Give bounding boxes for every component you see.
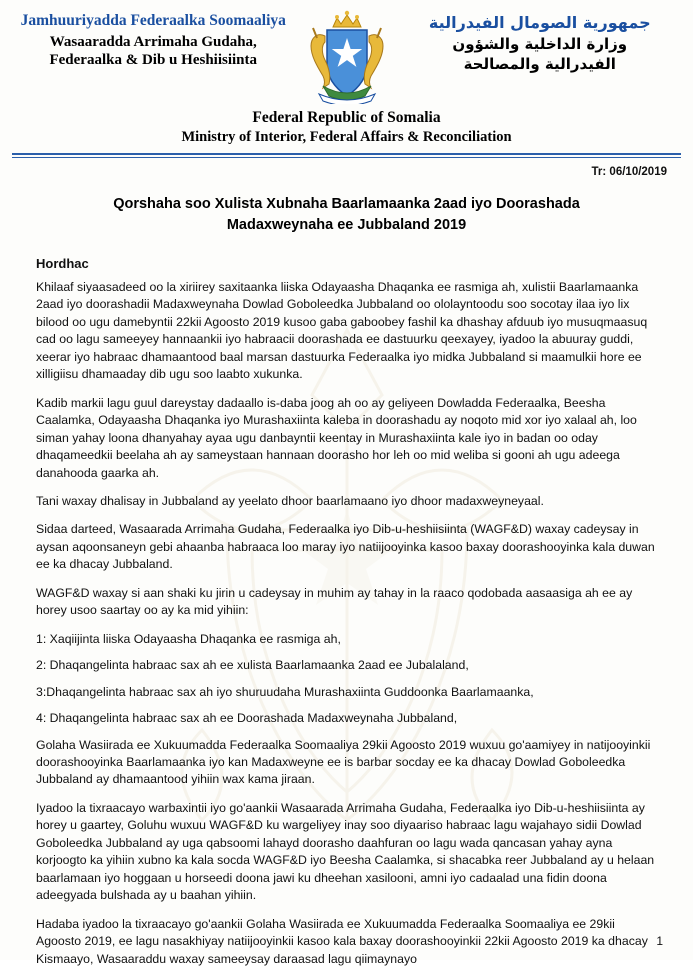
paragraph: Golaha Wasiirada ee Xukuumadda Federaalka Soomaaliya 29kii Agoosto 2019 wuxuu go'aamiyey in natijooyinkii doorashooyinka Baarlamaanka iyo kan Madaxweyne ee is barbar socday ee ka dhacay Dowlad Goboleedka Jubbaland ay dhamaantood yihiin wax kama jiraan. xyxy=(36,737,651,787)
list-item: 3:Dhaqangelinta habraac sax ah iyo shuruudaha Murashaxiinta Guddoonka Baarlamaanka, xyxy=(36,684,534,699)
arabic-ministry-line-2: الفيدرالية والمصالحة xyxy=(463,54,616,73)
emblem-container xyxy=(301,8,393,104)
letterhead-english xyxy=(0,108,693,147)
paragraph: Khilaaf siyaasadeed oo la xiriirey saxitaanka liiska Odayaasha Dhaqanka ee rasmiga ah, xulistii Baarlamaanka 2aad iyo doorashadii Madaxweynaha Dowlad Goboleedka Jubbaland oo ololayntoodu soo socotay ilaa iyo lix bilood oo ugu damebyntii 22kii Agoosto 2019 kusoo gaba gaboobey fashil ka dhashay afduub iyo musuqmaasuq cad oo lagu sameeyey hannaankii iyo habraacii doorashada ee dastuurku qeexayey, iyadoo la abuuray guddi, xeerar iyo habraac dhamaantood baal marsan dastuurka Federaalka iyo midka Jubbaland si maamulkii hore ee xilligiisu dhamaaday dib ugu soo laabto xukunka. xyxy=(36,280,648,382)
english-republic-title: Federal Republic of Somalia xyxy=(252,109,441,126)
somali-ministry-line-2: Federaalka & Dib u Heshiisiinta xyxy=(49,51,258,68)
document-date: Tr: 06/10/2019 xyxy=(591,165,667,178)
letterhead xyxy=(0,0,693,104)
arabic-ministry-line-1: وزارة الداخلية والشؤون xyxy=(452,34,628,53)
paragraph: Iyadoo la tixraacayo warbaxintii iyo go'aankii Wasaarada Arrimaha Gudaha, Federaalka iyo Dib-u-heshiisiinta ay horey u gaartey, Goluhu wuxuu WAGF&D ku wargeliyey inay soo diyaariso habraac lagu wajahayo sidii Dowlad Goboleedka Jubbaland ay uga qabsoomi lahayd doorasho daahfuran oo lagu wada qancasan yahay ayna korjoogto ka yihiin xubno ka kala socda WAGF&D iyo Beesha Caalamka, si shacabka reer Jubbaland ay u helaan baarlamaan iyo hoggaan u horseedi doona jawi ku dheehan xasilooni, amni iyo cadaalad una fidin doona adeegyada bulshada ay u baahan yihiin. xyxy=(36,800,655,903)
page-title-line-1: Qorshaha soo Xulista Xubnaha Baarlamaanka 2aad iyo Doorashada xyxy=(113,195,580,212)
list-item: 2: Dhaqangelinta habraac sax ah ee xulista Baarlamaanka 2aad ee Jubalaland, xyxy=(36,658,469,673)
paragraph: Tani waxay dhalisay in Jubbaland ay yeelato dhoor baarlamaano iyo dhoor madaxweyneyaal. xyxy=(36,494,544,508)
letterhead-arabic xyxy=(399,8,682,74)
paragraph: Hadaba iyadoo la tixraacayo go'aankii Golaha Wasiirada ee Xukuumadda Federaalka Soomaaliya ee 29kii Agoosto 2019, ee lagu nasakhiyay natiijooyinkii kasoo kala baxay doorashooyinkii 22kii Agoosto 2019 ka dhacay Kismaayo, Wasaaraddu waxay sameeysay daraasad lagu qiimaynayo xyxy=(36,916,648,966)
paragraph: Sidaa darteed, Wasaarada Arrimaha Gudaha, Federaalka iyo Dib-u-heshiisiinta (WAGF&D) waxay cadeysay in aysan aqoonsaneyn gebi ahaanba habraaca loo maray iyo natiijooyinka kasoo baxay doorashooyinka kala duwan ee ka dhacay Jubbaland. xyxy=(36,522,655,572)
somali-ministry-line-1: Wasaaradda Arrimaha Gudaha, xyxy=(49,33,257,50)
somalia-coat-of-arms-icon xyxy=(303,8,391,104)
somali-republic-line: Jamhuuriyadda Federaalka Soomaaliya xyxy=(20,12,286,29)
page-title-line-2: Madaxweynaha ee Jubbaland 2019 xyxy=(226,217,467,233)
paragraph: Kadib markii lagu guul dareystay dadaallo is-daba joog ah oo ay geliyeen Dowladda Federaalka, Beesha Caalamka, Odayaasha Dhaqanka iyo Murashaxiinta kaleba in doorashadu ay noqoto mid xor iyo xalaal ah, loo siman yahay loona dhanyahay ayaa ugu danbayntii keentay in Murashaxiinta kale iyo in badan oo oday dhaqameedkii beelaha ah ay sameystaan hannaan doorasho hor leh oo mid weliba si gooni ah ugu adeega danahooda gaarka ah. xyxy=(36,395,637,480)
arabic-republic-line: جمهورية الصومال الفيدرالية xyxy=(428,13,651,32)
document-body xyxy=(0,256,693,968)
paragraph: WAGF&D waxay si aan shaki ku jirin u cadeysay in muhim ay tahay in la raaco qodobada aasaasiga ah ee ay horey usoo saartay oo ay ka mid yihiin: xyxy=(36,585,633,618)
section-heading-hordhac: Hordhac xyxy=(36,256,89,272)
letterhead-somali xyxy=(12,8,295,69)
list-item: 1: Xaqiijinta liiska Odayaasha Dhaqanka ee rasmiga ah, xyxy=(36,631,341,646)
page-number: 1 xyxy=(656,934,663,948)
english-ministry-title: Ministry of Interior, Federal Affairs & Reconciliation xyxy=(181,129,512,146)
page-title xyxy=(60,194,633,236)
header-divider-thick xyxy=(12,153,681,155)
list-item: 4: Dhaqangelinta habraac sax ah ee Doorashada Madaxweynaha Jubbaland, xyxy=(36,711,458,726)
